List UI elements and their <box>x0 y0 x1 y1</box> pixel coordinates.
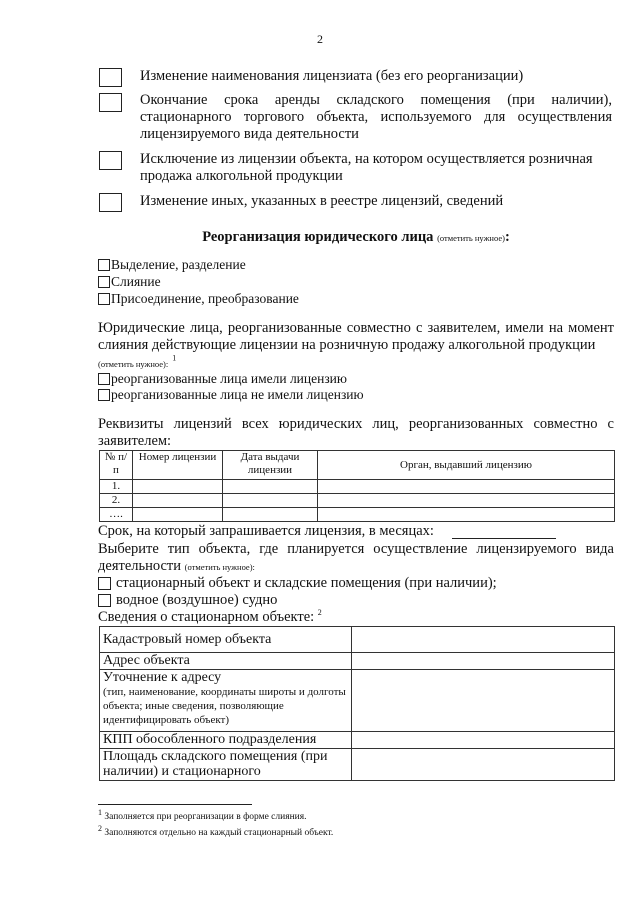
address-label: Адрес объекта <box>100 653 352 670</box>
reorg-colon: : <box>504 229 510 245</box>
issuer-cell[interactable] <box>318 508 615 522</box>
checkbox-change-name[interactable] <box>99 68 122 87</box>
footnote-2-num: 2 <box>98 823 102 833</box>
table-row <box>100 494 615 508</box>
reorg-title: Реорганизация юридического лица <box>202 229 434 245</box>
term-input-line[interactable] <box>452 538 556 539</box>
footnote-divider <box>98 804 252 805</box>
reorg-accession-label: Присоединение, преобразование <box>111 291 299 306</box>
footnote-ref-2: 2 <box>317 608 322 618</box>
checkbox-object-vessel[interactable] <box>98 594 111 607</box>
row-num: 2. <box>100 494 133 508</box>
table-row <box>100 627 615 653</box>
col-header-license-number: Номер лицензии <box>133 451 223 480</box>
change-other-label: Изменение иных, указанных в реестре лицензий, сведений <box>140 193 504 209</box>
kpp-label: КПП обособленного подразделения <box>100 732 352 749</box>
address-clarification-value[interactable] <box>352 670 615 732</box>
table-row <box>100 732 615 749</box>
address-clarification-title: Уточнение к адресу <box>103 670 222 685</box>
object-type-paragraph <box>98 541 614 576</box>
merger-had-license-label: реорганизованные лица имели лицензию <box>111 371 347 386</box>
change-lease-end-label: Окончание срока аренды складского помещения (при наличии), стационарного торгового объекта, используемого для осуществления лицензируемого вида деятельности <box>140 92 612 142</box>
page-number: 2 <box>317 32 323 46</box>
merger-text: Юридические лица, реорганизованные совместно с заявителем, имели на момент слияния действующие лицензии на розничную продажу алкогольной продукции <box>98 320 614 353</box>
checkbox-merger-had-license[interactable] <box>98 373 110 385</box>
checkbox-object-stationary[interactable] <box>98 577 111 590</box>
footnote-1 <box>98 807 307 822</box>
issue-date-cell[interactable] <box>223 494 318 508</box>
table-row <box>100 653 615 670</box>
warehouse-area-label: Площадь складского помещения (при наличии) и стационарного <box>100 749 352 781</box>
warehouse-area-value[interactable] <box>352 749 615 781</box>
table-row <box>100 480 615 494</box>
change-name-label: Изменение наименования лицензиата (без его реорганизации) <box>140 68 524 84</box>
col-header-issue-date: Дата выдачи лицензии <box>223 451 318 480</box>
checkbox-merger-no-license[interactable] <box>98 389 110 401</box>
reorg-heading <box>0 229 640 246</box>
reorg-separation-label: Выделение, разделение <box>111 257 246 272</box>
term-label: Срок, на который запрашивается лицензия, в месяцах: <box>98 523 434 539</box>
license-number-cell[interactable] <box>133 494 223 508</box>
object-stationary-label: стационарный объект и складские помещения (при наличии); <box>116 575 497 591</box>
checkbox-reorg-separation[interactable] <box>98 259 110 271</box>
address-value[interactable] <box>352 653 615 670</box>
checkbox-reorg-merger[interactable] <box>98 276 110 288</box>
reorg-note: (отметить нужное) <box>437 233 505 243</box>
row-num: …. <box>100 508 133 522</box>
issuer-cell[interactable] <box>318 494 615 508</box>
merger-no-license-label: реорганизованные лица не имели лицензию <box>111 387 364 402</box>
footnote-1-text: Заполняется при реорганизации в форме слияния. <box>104 812 307 822</box>
license-number-cell[interactable] <box>133 480 223 494</box>
issue-date-cell[interactable] <box>223 508 318 522</box>
merger-note: (отметить нужное): <box>98 359 169 369</box>
issuer-cell[interactable] <box>318 480 615 494</box>
license-number-cell[interactable] <box>133 508 223 522</box>
reorg-merger-label: Слияние <box>111 274 161 289</box>
cadastral-number-value[interactable] <box>352 627 615 653</box>
row-num: 1. <box>100 480 133 494</box>
table-row <box>100 749 615 781</box>
object-info-title-line <box>98 609 322 626</box>
col-header-num: № п/п <box>100 451 133 480</box>
licenses-table <box>99 450 615 522</box>
kpp-value[interactable] <box>352 732 615 749</box>
object-type-text: Выберите тип объекта, где планируется осуществление лицензируемого вида деятельности <box>98 541 614 574</box>
table-row <box>100 670 615 732</box>
requisites-title: Реквизиты лицензий всех юридических лиц, реорганизованных совместно с заявителем: <box>98 416 614 449</box>
footnote-1-num: 1 <box>98 807 102 817</box>
footnote-2-text: Заполняются отдельно на каждый стационарный объект. <box>104 828 334 838</box>
object-info-title: Сведения о стационарном объекте: <box>98 609 315 625</box>
address-clarification-label <box>100 670 352 732</box>
object-info-table <box>99 626 615 781</box>
checkbox-change-lease-end[interactable] <box>99 93 122 112</box>
checkbox-reorg-accession[interactable] <box>98 293 110 305</box>
change-exclude-object-label: Исключение из лицензии объекта, на котором осуществляется розничная продажа алкогольной продукции <box>140 151 593 184</box>
object-type-note: (отметить нужное): <box>184 562 255 572</box>
address-clarification-hint: (тип, наименование, координаты широты и долготы объекта; иные сведения, позволяющие идентифицировать объект) <box>103 686 346 726</box>
merger-paragraph <box>98 320 614 354</box>
footnote-2 <box>98 823 334 838</box>
col-header-issuer: Орган, выдавший лицензию <box>318 451 615 480</box>
cadastral-number-label: Кадастровый номер объекта <box>100 627 352 653</box>
checkbox-change-exclude-object[interactable] <box>99 151 122 170</box>
checkbox-change-other[interactable] <box>99 193 122 212</box>
footnote-ref-1: 1 <box>172 353 177 363</box>
object-vessel-label: водное (воздушное) судно <box>116 592 278 608</box>
issue-date-cell[interactable] <box>223 480 318 494</box>
table-row <box>100 508 615 522</box>
merger-note-line <box>98 354 176 372</box>
